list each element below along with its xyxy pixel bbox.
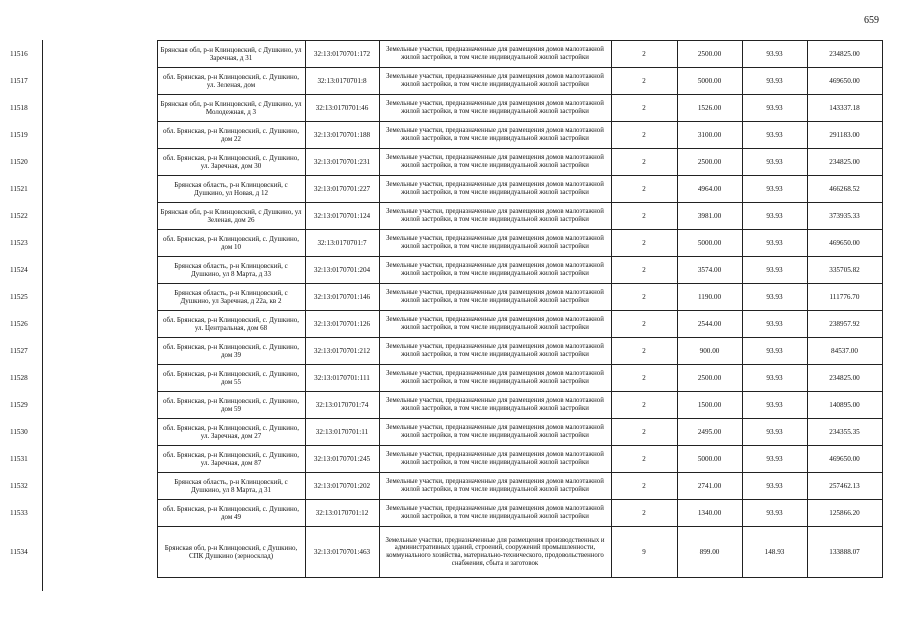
address-cell: обл. Брянская, р-н Клинцовский, с. Душкино, ул. Заречная, дом 30	[157, 149, 305, 176]
area-cell: 2500.00	[677, 41, 742, 68]
row-number: 11516	[10, 49, 28, 58]
cadastral-value-cell: 140895.00	[807, 392, 882, 419]
land-use-cell: Земельные участки, предназначенные для размещения домов малоэтажной жилой застройки, в том числе индивидуальной жилой застройки	[379, 122, 611, 149]
row-number: 11534	[10, 547, 28, 556]
empty-cell	[42, 176, 157, 203]
group-code-cell: 2	[611, 473, 677, 500]
cadastral-number-cell: 32:13:0170701:111	[305, 365, 379, 392]
group-code-cell: 2	[611, 392, 677, 419]
cadastral-value-cell: 373935.33	[807, 203, 882, 230]
table-row	[10, 338, 882, 365]
specific-value-cell: 93.93	[742, 176, 807, 203]
table-row	[10, 95, 882, 122]
empty-cell	[42, 365, 157, 392]
table-row	[10, 365, 882, 392]
row-number: 11522	[10, 211, 28, 220]
cadastral-value-cell: 125866.20	[807, 500, 882, 527]
area-cell: 2544.00	[677, 311, 742, 338]
cadastral-number-cell: 32:13:0170701:202	[305, 473, 379, 500]
row-number: 11532	[10, 481, 28, 490]
empty-cell	[42, 419, 157, 446]
address-cell: обл. Брянская, р-н Клинцовский, с. Душкино, дом 22	[157, 122, 305, 149]
table-row	[10, 257, 882, 284]
land-use-cell: Земельные участки, предназначенные для размещения домов малоэтажной жилой застройки, в том числе индивидуальной жилой застройки	[379, 41, 611, 68]
cadastral-value-cell: 234355.35	[807, 419, 882, 446]
group-code-cell: 2	[611, 257, 677, 284]
land-use-cell: Земельные участки, предназначенные для размещения домов малоэтажной жилой застройки, в том числе индивидуальной жилой застройки	[379, 95, 611, 122]
table-row	[10, 392, 882, 419]
cadastral-value-cell: 143337.18	[807, 95, 882, 122]
group-code-cell: 2	[611, 284, 677, 311]
cadastral-value-cell: 335705.82	[807, 257, 882, 284]
address-cell: обл. Брянская, р-н Клинцовский, с. Душкино, ул. Зеленая, дом	[157, 68, 305, 95]
row-number: 11523	[10, 238, 28, 247]
empty-cell	[42, 95, 157, 122]
area-cell: 5000.00	[677, 446, 742, 473]
cadastral-number-cell: 32:13:0170701:227	[305, 176, 379, 203]
empty-cell	[42, 392, 157, 419]
specific-value-cell: 148.93	[742, 527, 807, 578]
specific-value-cell: 93.93	[742, 95, 807, 122]
specific-value-cell: 93.93	[742, 257, 807, 284]
empty-cell	[42, 311, 157, 338]
row-number: 11527	[10, 346, 28, 355]
table-row	[10, 230, 882, 257]
empty-cell	[42, 284, 157, 311]
empty-cell	[42, 230, 157, 257]
cadastral-number-cell: 32:13:0170701:172	[305, 41, 379, 68]
group-code-cell: 2	[611, 149, 677, 176]
address-cell: Брянская обл, р-н Клинцовский, с Душкино, СПК Душкино (зерносклад)	[157, 527, 305, 578]
specific-value-cell: 93.93	[742, 392, 807, 419]
address-cell: Брянская обл, р-н Клинцовский, с Душкино, ул Зеленая, дом 26	[157, 203, 305, 230]
cadastral-value-cell: 469650.00	[807, 230, 882, 257]
row-number: 11525	[10, 292, 28, 301]
group-code-cell: 2	[611, 41, 677, 68]
address-cell: Брянская область, р-н Клинцовский, с Душкино, ул 8 Марта, д 33	[157, 257, 305, 284]
cadastral-number-cell: 32:13:0170701:12	[305, 500, 379, 527]
empty-cell	[42, 122, 157, 149]
area-cell: 1340.00	[677, 500, 742, 527]
specific-value-cell: 93.93	[742, 419, 807, 446]
table-row	[10, 176, 882, 203]
row-number: 11529	[10, 400, 28, 409]
specific-value-cell: 93.93	[742, 500, 807, 527]
cadastral-value-cell: 238957.92	[807, 311, 882, 338]
land-use-cell: Земельные участки, предназначенные для размещения домов малоэтажной жилой застройки, в том числе индивидуальной жилой застройки	[379, 68, 611, 95]
empty-cell	[42, 203, 157, 230]
row-number: 11519	[10, 130, 28, 139]
group-code-cell: 2	[611, 311, 677, 338]
specific-value-cell: 93.93	[742, 41, 807, 68]
area-cell: 2741.00	[677, 473, 742, 500]
cadastral-number-cell: 32:13:0170701:231	[305, 149, 379, 176]
address-cell: обл. Брянская, р-н Клинцовский, с. Душкино, дом 39	[157, 338, 305, 365]
area-cell: 5000.00	[677, 68, 742, 95]
table-row	[10, 473, 882, 500]
row-number: 11533	[10, 508, 28, 517]
cadastral-value-cell: 111776.70	[807, 284, 882, 311]
land-use-cell: Земельные участки, предназначенные для размещения производственных и административных зданий, строений, сооружений промышленности, коммунального хозяйства, материально-технического, продовольственного снабжения, сбыта и заготовок	[379, 527, 611, 578]
address-cell: Брянская область, р-н Клинцовский, с Душкино, ул 8 Марта, д 31	[157, 473, 305, 500]
row-number: 11528	[10, 373, 28, 382]
row-number: 11531	[10, 454, 28, 463]
land-use-cell: Земельные участки, предназначенные для размещения домов малоэтажной жилой застройки, в том числе индивидуальной жилой застройки	[379, 473, 611, 500]
area-cell: 1500.00	[677, 392, 742, 419]
group-code-cell: 2	[611, 338, 677, 365]
specific-value-cell: 93.93	[742, 122, 807, 149]
group-code-cell: 2	[611, 95, 677, 122]
specific-value-cell: 93.93	[742, 68, 807, 95]
group-code-cell: 2	[611, 176, 677, 203]
page-number: 659	[864, 15, 879, 26]
area-cell: 5000.00	[677, 230, 742, 257]
address-cell: Брянская область, р-н Клинцовский, с Душкино, ул Заречная, д 22а, кв 2	[157, 284, 305, 311]
specific-value-cell: 93.93	[742, 284, 807, 311]
area-cell: 4964.00	[677, 176, 742, 203]
specific-value-cell: 93.93	[742, 149, 807, 176]
table-row	[10, 68, 882, 95]
table-row	[10, 500, 882, 527]
land-use-cell: Земельные участки, предназначенные для размещения домов малоэтажной жилой застройки, в том числе индивидуальной жилой застройки	[379, 176, 611, 203]
specific-value-cell: 93.93	[742, 365, 807, 392]
address-cell: обл. Брянская, р-н Клинцовский, с. Душкино, дом 55	[157, 365, 305, 392]
empty-cell	[42, 257, 157, 284]
specific-value-cell: 93.93	[742, 230, 807, 257]
land-use-cell: Земельные участки, предназначенные для размещения домов малоэтажной жилой застройки, в том числе индивидуальной жилой застройки	[379, 500, 611, 527]
cadastral-value-cell: 466268.52	[807, 176, 882, 203]
area-cell: 2495.00	[677, 419, 742, 446]
table-row	[10, 122, 882, 149]
row-number: 11530	[10, 427, 28, 436]
cadastral-number-cell: 32:13:0170701:146	[305, 284, 379, 311]
land-use-cell: Земельные участки, предназначенные для размещения домов малоэтажной жилой застройки, в том числе индивидуальной жилой застройки	[379, 419, 611, 446]
row-number: 11526	[10, 319, 28, 328]
empty-cell	[42, 149, 157, 176]
cadastral-number-cell: 32:13:0170701:74	[305, 392, 379, 419]
row-number: 11520	[10, 157, 28, 166]
land-use-cell: Земельные участки, предназначенные для размещения домов малоэтажной жилой застройки, в том числе индивидуальной жилой застройки	[379, 257, 611, 284]
cadastral-number-cell: 32:13:0170701:188	[305, 122, 379, 149]
cadastral-value-cell: 234825.00	[807, 41, 882, 68]
group-code-cell: 2	[611, 365, 677, 392]
address-cell: Брянская обл, р-н Клинцовский, с Душкино, ул Заречная, д 31	[157, 41, 305, 68]
cadastral-number-cell: 32:13:0170701:8	[305, 68, 379, 95]
address-cell: обл. Брянская, р-н Клинцовский, с. Душкино, дом 10	[157, 230, 305, 257]
cadastral-number-cell: 32:13:0170701:7	[305, 230, 379, 257]
cadastral-value-cell: 469650.00	[807, 446, 882, 473]
land-use-cell: Земельные участки, предназначенные для размещения домов малоэтажной жилой застройки, в том числе индивидуальной жилой застройки	[379, 365, 611, 392]
row-number: 11521	[10, 184, 28, 193]
cadastral-value-cell: 84537.00	[807, 338, 882, 365]
specific-value-cell: 93.93	[742, 338, 807, 365]
area-cell: 2500.00	[677, 149, 742, 176]
cadastral-number-cell: 32:13:0170701:212	[305, 338, 379, 365]
table-row	[10, 446, 882, 473]
specific-value-cell: 93.93	[742, 203, 807, 230]
cadastral-number-cell: 32:13:0170701:245	[305, 446, 379, 473]
address-cell: Брянская обл, р-н Клинцовский, с Душкино, ул Молодежная, д 3	[157, 95, 305, 122]
area-cell: 3981.00	[677, 203, 742, 230]
area-cell: 2500.00	[677, 365, 742, 392]
address-cell: обл. Брянская, р-н Клинцовский, с. Душкино, ул. Центральная, дом 68	[157, 311, 305, 338]
empty-cell	[42, 446, 157, 473]
table-row	[10, 311, 882, 338]
group-code-cell: 2	[611, 68, 677, 95]
group-code-cell: 2	[611, 500, 677, 527]
table-row	[10, 527, 882, 578]
cadastral-value-cell: 234825.00	[807, 149, 882, 176]
cadastral-value-cell: 133888.07	[807, 527, 882, 578]
group-code-cell: 2	[611, 446, 677, 473]
empty-cell	[42, 527, 157, 578]
table-row	[10, 284, 882, 311]
table-row	[10, 41, 882, 68]
land-use-cell: Земельные участки, предназначенные для размещения домов малоэтажной жилой застройки, в том числе индивидуальной жилой застройки	[379, 311, 611, 338]
group-code-cell: 9	[611, 527, 677, 578]
registry-body	[10, 41, 882, 578]
empty-cell	[42, 473, 157, 500]
group-code-cell: 2	[611, 203, 677, 230]
land-use-cell: Земельные участки, предназначенные для размещения домов малоэтажной жилой застройки, в том числе индивидуальной жилой застройки	[379, 338, 611, 365]
empty-cell	[42, 500, 157, 527]
group-code-cell: 2	[611, 230, 677, 257]
land-use-cell: Земельные участки, предназначенные для размещения домов малоэтажной жилой застройки, в том числе индивидуальной жилой застройки	[379, 230, 611, 257]
area-cell: 3574.00	[677, 257, 742, 284]
row-number: 11518	[10, 103, 28, 112]
specific-value-cell: 93.93	[742, 311, 807, 338]
cadastral-value-cell: 234825.00	[807, 365, 882, 392]
specific-value-cell: 93.93	[742, 446, 807, 473]
land-registry-table	[10, 40, 883, 578]
land-use-cell: Земельные участки, предназначенные для размещения домов малоэтажной жилой застройки, в том числе индивидуальной жилой застройки	[379, 446, 611, 473]
area-cell: 3100.00	[677, 122, 742, 149]
cadastral-number-cell: 32:13:0170701:463	[305, 527, 379, 578]
cadastral-value-cell: 469650.00	[807, 68, 882, 95]
address-cell: Брянская область, р-н Клинцовский, с Душкино, ул Новая, д 12	[157, 176, 305, 203]
land-use-cell: Земельные участки, предназначенные для размещения домов малоэтажной жилой застройки, в том числе индивидуальной жилой застройки	[379, 203, 611, 230]
land-use-cell: Земельные участки, предназначенные для размещения домов малоэтажной жилой застройки, в том числе индивидуальной жилой застройки	[379, 392, 611, 419]
address-cell: обл. Брянская, р-н Клинцовский, с. Душкино, дом 49	[157, 500, 305, 527]
row-number: 11517	[10, 76, 28, 85]
row-number: 11524	[10, 265, 28, 274]
table-row	[10, 149, 882, 176]
empty-cell	[42, 41, 157, 68]
group-code-cell: 2	[611, 419, 677, 446]
cadastral-number-cell: 32:13:0170701:204	[305, 257, 379, 284]
table-row	[10, 419, 882, 446]
cadastral-value-cell: 291183.00	[807, 122, 882, 149]
empty-cell	[42, 68, 157, 95]
area-cell: 1526.00	[677, 95, 742, 122]
address-cell: обл. Брянская, р-н Клинцовский, с. Душкино, дом 59	[157, 392, 305, 419]
cadastral-number-cell: 32:13:0170701:124	[305, 203, 379, 230]
cadastral-number-cell: 32:13:0170701:11	[305, 419, 379, 446]
empty-cell	[42, 338, 157, 365]
cadastral-number-cell: 32:13:0170701:126	[305, 311, 379, 338]
group-code-cell: 2	[611, 122, 677, 149]
table-row	[10, 203, 882, 230]
specific-value-cell: 93.93	[742, 473, 807, 500]
area-cell: 1190.00	[677, 284, 742, 311]
address-cell: обл. Брянская, р-н Клинцовский, с. Душкино, ул. Заречная, дом 27	[157, 419, 305, 446]
area-cell: 899.00	[677, 527, 742, 578]
cadastral-number-cell: 32:13:0170701:46	[305, 95, 379, 122]
address-cell: обл. Брянская, р-н Клинцовский, с. Душкино, ул. Заречная, дом 87	[157, 446, 305, 473]
land-use-cell: Земельные участки, предназначенные для размещения домов малоэтажной жилой застройки, в том числе индивидуальной жилой застройки	[379, 284, 611, 311]
area-cell: 900.00	[677, 338, 742, 365]
cadastral-value-cell: 257462.13	[807, 473, 882, 500]
land-use-cell: Земельные участки, предназначенные для размещения домов малоэтажной жилой застройки, в том числе индивидуальной жилой застройки	[379, 149, 611, 176]
